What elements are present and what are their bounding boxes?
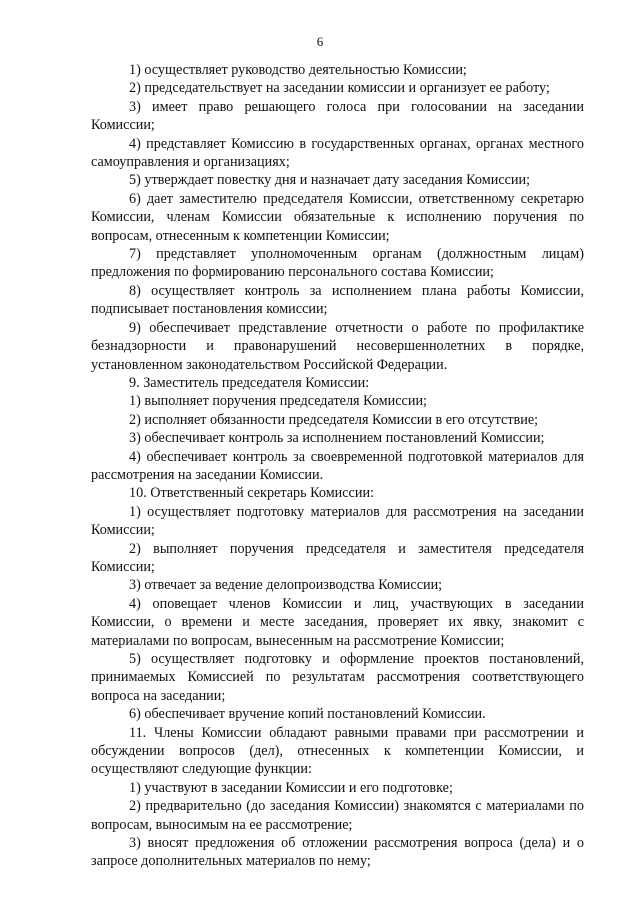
paragraph: 5) утверждает повестку дня и назначает дату заседания Комиссии; xyxy=(129,172,531,189)
paragraph: 3) вносят предложения об отложении рассмотрения вопроса (дела) и о запросе дополнительных материалов по нему; xyxy=(91,835,584,870)
section-heading: 11. Члены Комиссии обладают равными правами при рассмотрении и обсуждении вопросов (дел), отнесенных к компетенции Комиссии, и осуществляют следующие функции: xyxy=(91,724,584,778)
paragraph: 8) осуществляет контроль за исполнением плана работы Комиссии, подписывает постановления комиссии; xyxy=(91,282,584,318)
paragraph: 6) обеспечивает вручение копий постановлений Комиссии. xyxy=(129,706,486,723)
paragraph: 4) оповещает членов Комиссии и лиц, участвующих в заседании Комиссии, о времени и месте заседания, проверяет их явку, знакомит с материалами по вопросам, вынесенным на рассмотрение Комиссии; xyxy=(91,595,584,649)
paragraph: 4) обеспечивает контроль за своевременной подготовкой материалов для рассмотрения на заседании Комиссии. xyxy=(91,448,584,483)
paragraph: 9) обеспечивает представление отчетности о работе по профилактике безнадзорности и правонарушений несовершеннолетних в порядке, установленном законодательством Российской Федерации. xyxy=(91,319,584,373)
paragraph: 3) имеет право решающего голоса при голосовании на заседании Комиссии; xyxy=(91,98,584,134)
paragraph: 6) дает заместителю председателя Комиссии, ответственному секретарю Комиссии, членам Комиссии обязательные к исполнению поручения по вопросам, отнесенным к компетенции Комиссии; xyxy=(91,190,584,244)
paragraph: 7) представляет уполномоченным органам (должностным лицам) предложения по формированию персонального состава Комиссии; xyxy=(91,246,584,281)
paragraph: 2) выполняет поручения председателя и заместителя председателя Комиссии; xyxy=(91,540,584,575)
paragraph: 1) выполняет поручения председателя Комиссии; xyxy=(129,393,427,410)
section-heading: 9. Заместитель председателя Комиссии: xyxy=(129,374,370,391)
paragraph: 1) осуществляет руководство деятельностью Комиссии; xyxy=(129,62,467,78)
paragraph: 5) осуществляет подготовку и оформление проектов постановлений, принимаемых Комиссией по результатам рассмотрения соответствующего вопроса на заседании; xyxy=(91,651,584,704)
page-number: 6 xyxy=(316,34,324,49)
document-body xyxy=(91,61,584,871)
paragraph: 2) предварительно (до заседания Комиссии) знакомятся с материалами по вопросам, выносимым на ее рассмотрение; xyxy=(91,798,584,833)
section-heading: 10. Ответственный секретарь Комиссии: xyxy=(129,485,374,502)
paragraph: 4) представляет Комиссию в государственных органах, органах местного самоуправления и организациях; xyxy=(91,135,584,171)
paragraph: 3) обеспечивает контроль за исполнением постановлений Комиссии; xyxy=(129,430,545,447)
paragraph: 1) участвуют в заседании Комиссии и его подготовке; xyxy=(129,779,453,796)
paragraph: 3) отвечает за ведение делопроизводства Комиссии; xyxy=(129,577,443,594)
paragraph: 2) исполняет обязанности председателя Комиссии в его отсутствие; xyxy=(129,411,539,428)
paragraph: 1) осуществляет подготовку материалов для рассмотрения на заседании Комиссии; xyxy=(91,503,584,539)
paragraph: 2) председательствует на заседании комиссии и организует ее работу; xyxy=(129,80,550,97)
